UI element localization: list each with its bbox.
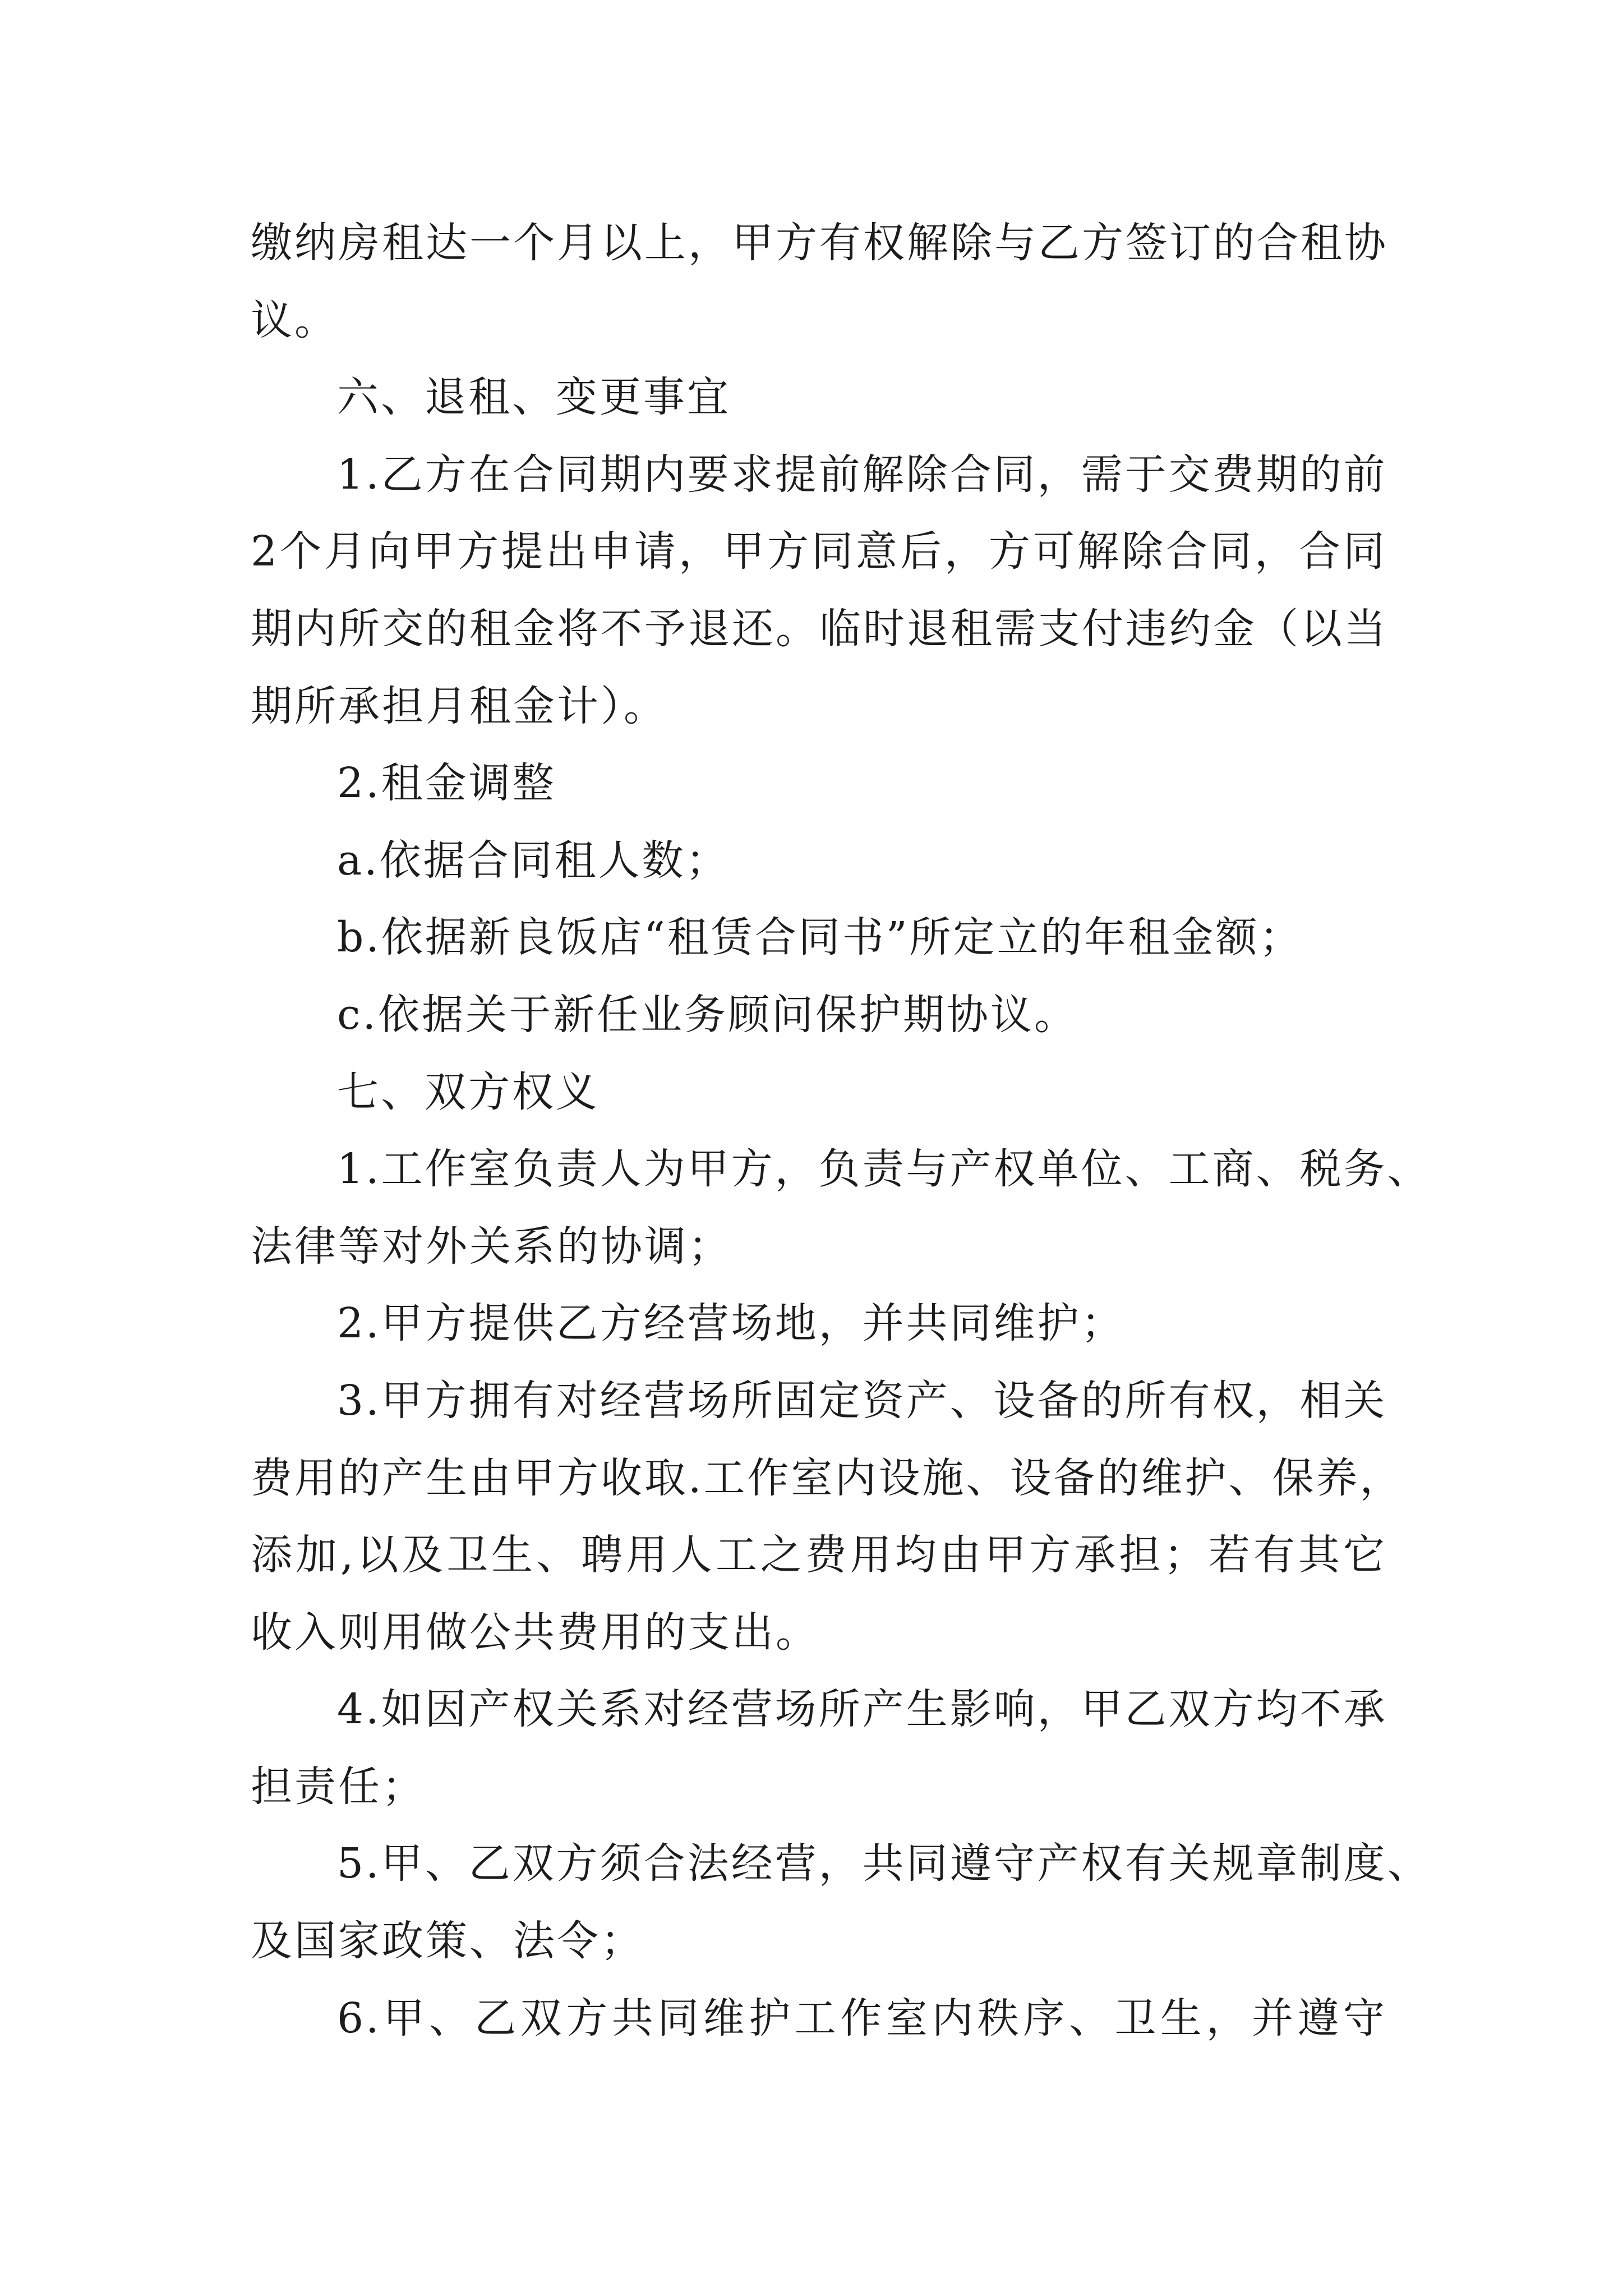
text-line: 收入则用做公共费用的支出。 xyxy=(251,1608,819,1657)
subheading xyxy=(251,745,1387,822)
section-heading-text: 七、双方权义 xyxy=(337,1068,600,1116)
text-line: 担责任； xyxy=(251,1762,426,1811)
text-line: 法律等对外关系的协调； xyxy=(251,1222,732,1271)
text-line: 5.甲、乙双方须合法经营，共同遵守产权有关规章制度、 xyxy=(337,1839,1431,1888)
text-line: 2.甲方提供乙方经营场地，并共同维护； xyxy=(337,1299,1125,1348)
paragraph xyxy=(251,1131,1431,1285)
text-line: 6.甲、乙双方共同维护工作室内秩序、卫生，并遵守 xyxy=(337,1994,1387,2042)
text-line: 费用的产生由甲方收取.工作室内设施、设备的维护、保养， xyxy=(251,1453,1404,1502)
text-line: 1.工作室负责人为甲方，负责与产权单位、工商、税务、 xyxy=(337,1145,1431,1194)
paragraph xyxy=(251,1285,1387,1363)
paragraph xyxy=(251,1671,1387,1825)
paragraph xyxy=(251,1363,1404,1671)
list-item xyxy=(251,899,1387,977)
text-line: 1.乙方在合同期内要求提前解除合同，需于交费期的前 xyxy=(337,450,1387,499)
text-line: 期内所交的租金将不予退还。临时退租需支付违约金（以当 xyxy=(251,604,1388,653)
paragraph xyxy=(251,1980,1387,2058)
text-line: 及国家政策、法令； xyxy=(251,1917,644,1966)
text-line: 添加,以及卫生、聘用人工之费用均由甲方承担；若有其它 xyxy=(251,1531,1387,1580)
text-line: 3.甲方拥有对经营场所固定资产、设备的所有权，相关 xyxy=(337,1376,1387,1425)
section-heading xyxy=(251,359,1387,436)
text-line: 4.如因产权关系对经营场所产生影响，甲乙双方均不承 xyxy=(337,1685,1387,1734)
document-body xyxy=(251,205,1431,2057)
paragraph xyxy=(251,1825,1431,1980)
subheading-text: 2.租金调整 xyxy=(337,759,556,808)
text-line: 缴纳房租达一个月以上，甲方有权解除与乙方签订的合租协 xyxy=(251,219,1388,267)
list-item xyxy=(251,822,1387,900)
text-line: 议。 xyxy=(251,296,338,344)
paragraph xyxy=(251,205,1387,359)
paragraph xyxy=(251,436,1387,745)
list-item xyxy=(251,977,1387,1054)
section-heading-text: 六、退租、变更事宜 xyxy=(337,373,731,422)
section-heading xyxy=(251,1054,1387,1131)
text-line: b.依据新良饭店“租赁合同书”所定立的年租金额； xyxy=(337,913,1303,962)
text-line: c.依据关于新任业务顾问保护期协议。 xyxy=(337,990,1078,1039)
text-line: a.依据合同租人数； xyxy=(337,836,730,885)
text-line: 2个月向甲方提出申请，甲方同意后，方可解除合同，合同 xyxy=(251,527,1387,576)
text-line: 期所承担月租金计）。 xyxy=(251,682,667,730)
